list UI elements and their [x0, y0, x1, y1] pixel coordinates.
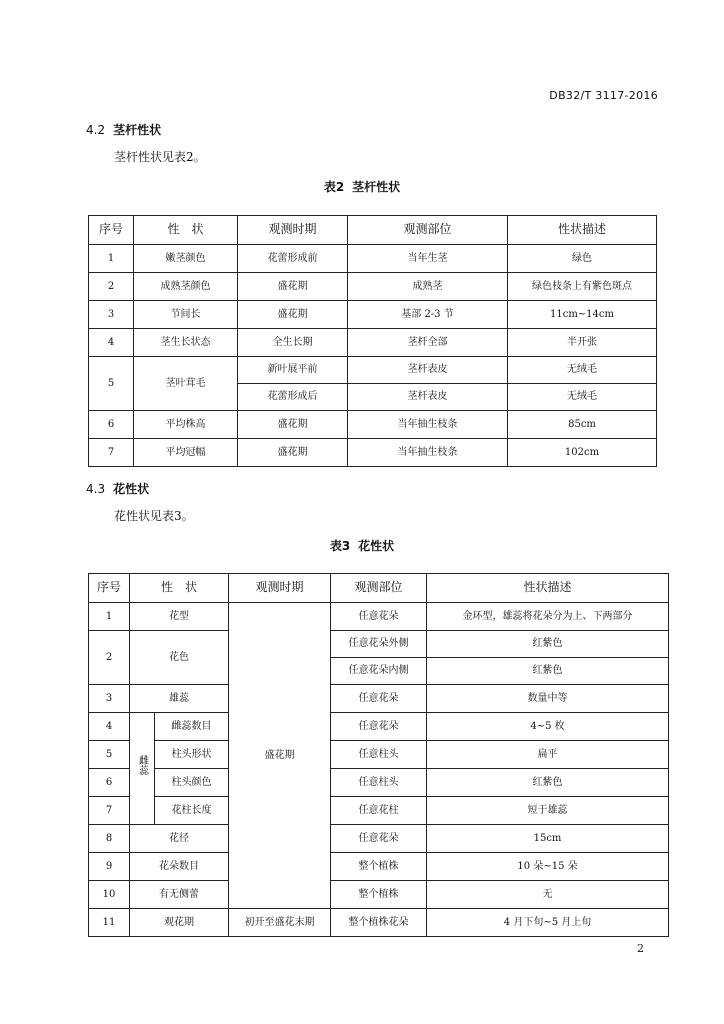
table-cell: 任意花朵: [331, 685, 427, 713]
section-intro-4-3: 花性状见表3。: [114, 509, 194, 523]
header-cell: 性 状: [130, 574, 229, 603]
table-cell: 花型: [130, 603, 229, 631]
header-cell: 性状描述: [508, 216, 657, 245]
caption-number: 表3: [329, 539, 351, 553]
header-cell: 性状描述: [427, 574, 669, 603]
table-cell: 任意花朵外侧: [331, 631, 427, 658]
table-cell: 初开至盛花末期: [229, 909, 331, 937]
header-cell: 观测时期: [238, 216, 348, 245]
table-cell: 11cm~14cm: [508, 301, 657, 329]
table-cell: 花蕾形成后: [238, 384, 348, 411]
table-row: [89, 909, 669, 937]
table-cell: 绿色: [508, 245, 657, 273]
table-row: [89, 881, 669, 909]
pistil-group-cell: [130, 713, 155, 825]
table-cell: 红紫色: [427, 769, 669, 797]
table-cell: 当年抽生枝条: [348, 439, 508, 467]
caption-number: 表2: [323, 180, 345, 194]
table-cell: 花径: [130, 825, 229, 853]
table-cell: 任意花朵: [331, 713, 427, 741]
table-row: [89, 713, 669, 741]
table-cell: 整个植株: [331, 881, 427, 909]
section-number: 4.3: [86, 482, 106, 496]
table-row: [89, 603, 669, 631]
table-cell: 全生长期: [238, 329, 348, 357]
table-cell: 新叶展平前: [238, 357, 348, 384]
table-cell: 4~5 枚: [427, 713, 669, 741]
header-cell: 观测部位: [331, 574, 427, 603]
table-flower-traits: [88, 573, 669, 937]
header-cell: 序号: [89, 574, 130, 603]
header-cell: 性 状: [134, 216, 238, 245]
table-cell: 盛花期: [238, 273, 348, 301]
table-cell: 8: [89, 825, 130, 853]
table-cell: 10: [89, 881, 130, 909]
table-cell: 5: [89, 741, 130, 769]
table-cell: 15cm: [427, 825, 669, 853]
table-cell: 11: [89, 909, 130, 937]
table-cell: 花蕾形成前: [238, 245, 348, 273]
table-cell: 绿色枝条上有紫色斑点: [508, 273, 657, 301]
table-cell: 茎杆全部: [348, 329, 508, 357]
table-cell: 成熟茎: [348, 273, 508, 301]
table-cell: 嫩茎颜色: [134, 245, 238, 273]
table-cell: 7: [89, 797, 130, 825]
section-title: 花性状: [113, 482, 150, 496]
table-cell: 102cm: [508, 439, 657, 467]
page-number: 2: [637, 942, 644, 955]
table-cell: 任意花朵: [331, 825, 427, 853]
table-cell: 半开张: [508, 329, 657, 357]
table-row: [89, 825, 669, 853]
table-cell: 2: [89, 273, 134, 301]
table-cell: 任意花朵内侧: [331, 658, 427, 685]
table-row: [89, 685, 669, 713]
table-cell: 红紫色: [427, 631, 669, 658]
table-row: [89, 329, 657, 357]
section-heading-4-3: [86, 480, 149, 497]
section-heading-4-2: [86, 121, 161, 138]
section-title: 茎杆性状: [113, 123, 162, 137]
table-row: [89, 245, 657, 273]
table-row: [89, 439, 657, 467]
table-cell: 基部 2-3 节: [348, 301, 508, 329]
table-cell: 无: [427, 881, 669, 909]
table-cell: 4: [89, 713, 130, 741]
table-cell: 2: [89, 631, 130, 685]
table-cell: 盛花期: [238, 301, 348, 329]
table-cell: 茎叶茸毛: [134, 357, 238, 411]
table-cell: 茎杆表皮: [348, 357, 508, 384]
table-cell: 4: [89, 329, 134, 357]
table-cell: 5: [89, 357, 134, 411]
table-row: [89, 853, 669, 881]
table-cell: 任意柱头: [331, 741, 427, 769]
table-header-row: [89, 574, 669, 603]
table-cell: 7: [89, 439, 134, 467]
table-cell: 茎生长状态: [134, 329, 238, 357]
table-header-row: [89, 216, 657, 245]
header-cell: 序号: [89, 216, 134, 245]
merged-period-cell: 盛花期: [229, 603, 331, 909]
table-cell: 9: [89, 853, 130, 881]
table-cell: 扁平: [427, 741, 669, 769]
table2-caption: [0, 178, 724, 195]
table-cell: 任意花柱: [331, 797, 427, 825]
table-cell: 无绒毛: [508, 357, 657, 384]
table-row: [89, 411, 657, 439]
table-cell: 6: [89, 769, 130, 797]
table-cell: 节间长: [134, 301, 238, 329]
table-cell: 有无侧蕾: [130, 881, 229, 909]
table-cell: 茎杆表皮: [348, 384, 508, 411]
table-cell: 4 月下旬~5 月上旬: [427, 909, 669, 937]
table-cell: 雌蕊数目: [155, 713, 229, 741]
table-cell: 观花期: [130, 909, 229, 937]
table-row: [89, 301, 657, 329]
table-cell: 花朵数目: [130, 853, 229, 881]
table-cell: 柱头形状: [155, 741, 229, 769]
table-cell: 1: [89, 245, 134, 273]
table-cell: 平均株高: [134, 411, 238, 439]
caption-title: 花性状: [358, 539, 395, 553]
table-row: [89, 741, 669, 769]
table-row: [89, 797, 669, 825]
standard-number: DB32/T 3117-2016: [549, 89, 658, 102]
section-intro-4-2: 茎杆性状见表2。: [114, 150, 206, 164]
table-cell: 当年生茎: [348, 245, 508, 273]
table-cell: 3: [89, 301, 134, 329]
table-cell: 任意花朵: [331, 603, 427, 631]
table-cell: 整个植株: [331, 853, 427, 881]
table-row: [89, 631, 669, 658]
table-cell: 平均冠幅: [134, 439, 238, 467]
table-row: [89, 769, 669, 797]
table-cell: 金环型，雄蕊将花朵分为上、下两部分: [427, 603, 669, 631]
table-cell: 85cm: [508, 411, 657, 439]
table-cell: 1: [89, 603, 130, 631]
caption-title: 茎杆性状: [352, 180, 401, 194]
table-cell: 整个植株花朵: [331, 909, 427, 937]
table-row: [89, 273, 657, 301]
table-cell: 花色: [130, 631, 229, 685]
table-cell: 红紫色: [427, 658, 669, 685]
table-cell: 短于雄蕊: [427, 797, 669, 825]
header-cell: 观测时期: [229, 574, 331, 603]
table-cell: 雄蕊: [130, 685, 229, 713]
table-cell: 3: [89, 685, 130, 713]
table-cell: 无绒毛: [508, 384, 657, 411]
table3-caption: [0, 537, 724, 554]
section-number: 4.2: [86, 123, 106, 137]
table-cell: 柱头颜色: [155, 769, 229, 797]
table-stem-traits: [88, 215, 657, 467]
table-cell: 成熟茎颜色: [134, 273, 238, 301]
table-cell: 盛花期: [238, 439, 348, 467]
table-row: [89, 357, 657, 384]
table-cell: 当年抽生枝条: [348, 411, 508, 439]
pistil-group-label: 雌蕊: [136, 755, 148, 775]
table-cell: 盛花期: [238, 411, 348, 439]
table-cell: 10 朵~15 朵: [427, 853, 669, 881]
table-cell: 6: [89, 411, 134, 439]
table-cell: 任意柱头: [331, 769, 427, 797]
table-cell: 数量中等: [427, 685, 669, 713]
table-cell: 花柱长度: [155, 797, 229, 825]
header-cell: 观测部位: [348, 216, 508, 245]
